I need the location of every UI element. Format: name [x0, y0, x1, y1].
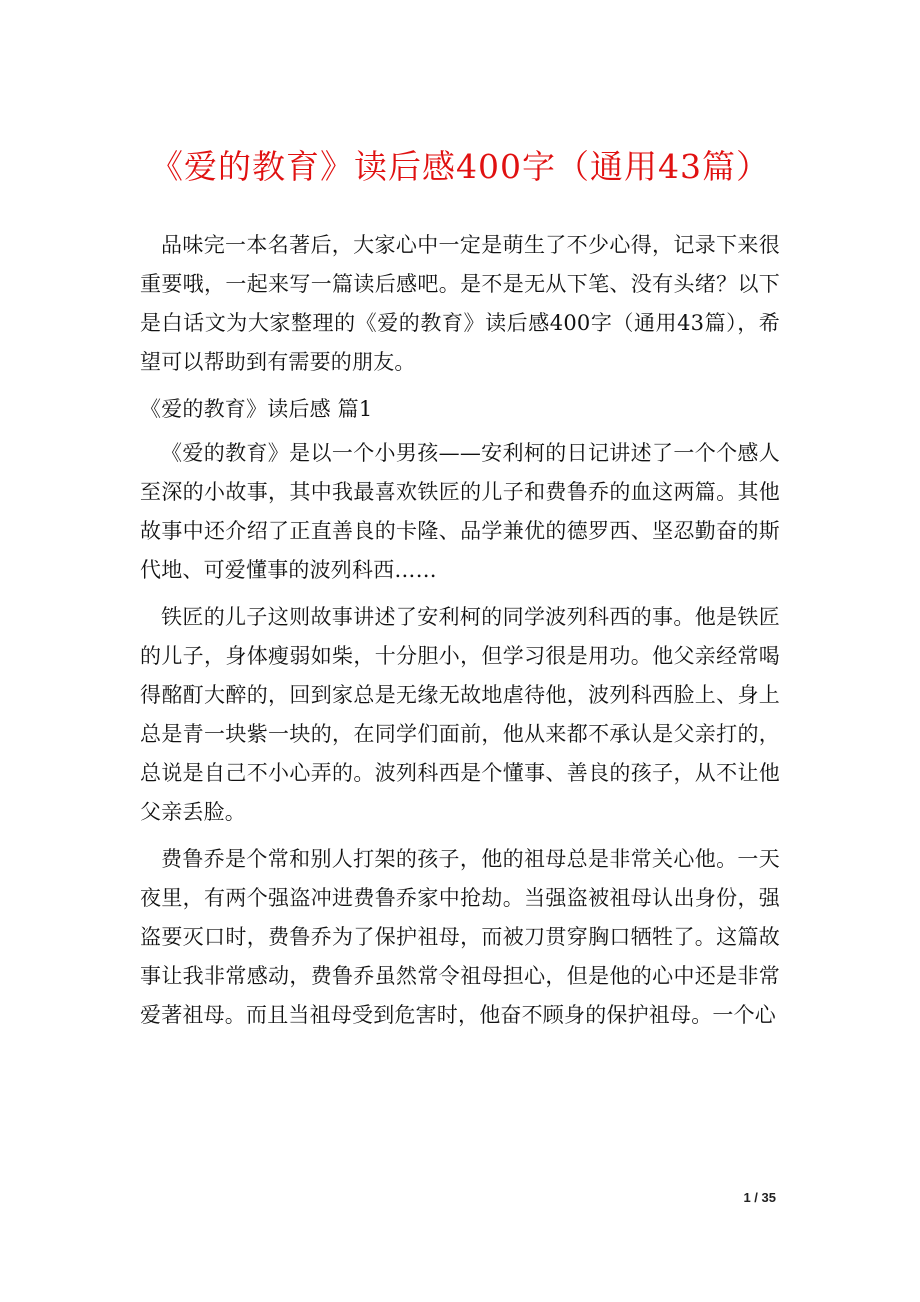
body-paragraph-2: 铁匠的儿子这则故事讲述了安利柯的同学波列科西的事。他是铁匠的儿子，身体瘦弱如柴，十分胆小，但学习很是用功。他父亲经常喝得酩酊大醉的，回到家总是无缘无故地虐待他，波列科西脸上、身上总是青一块紫一块的，在同学们面前，他从来都不承认是父亲打的，总说是自己不小心弄的。波列科西是个懂事、善良的孩子，从不让他父亲丢脸。 [140, 605, 780, 824]
document-title: 《爱的教育》读后感400字（通用43篇） [150, 147, 770, 186]
page-number: 1 / 35 [743, 1190, 776, 1205]
body-paragraph-3: 费鲁乔是个常和别人打架的孩子，他的祖母总是非常关心他。一天夜里，有两个强盗冲进费鲁乔家中抢劫。当强盗被祖母认出身份，强盗要灭口时，费鲁乔为了保护祖母，而被刀贯穿胸口牺牲了。这篇故事让我非常感动，费鲁乔虽然常令祖母担心，但是他的心中还是非常爱著祖母。而且当祖母受到危害时，他奋不顾身的保护祖母。一个心 [140, 847, 780, 1027]
document-body [140, 226, 780, 1035]
intro-paragraph: 品味完一本名著后，大家心中一定是萌生了不少心得，记录下来很重要哦，一起来写一篇读后感吧。是不是无从下笔、没有头绪？以下是白话文为大家整理的《爱的教育》读后感400字（通用43篇），希望可以帮助到有需要的朋友。 [140, 233, 780, 374]
body-paragraph-1: 《爱的教育》是以一个小男孩——安利柯的日记讲述了一个个感人至深的小故事，其中我最喜欢铁匠的儿子和费鲁乔的血这两篇。其他故事中还介绍了正直善良的卡隆、品学兼优的德罗西、坚忍勤奋的斯代地、可爱懂事的波列科西…… [140, 441, 780, 582]
section-heading: 《爱的教育》读后感 篇1 [140, 397, 373, 421]
